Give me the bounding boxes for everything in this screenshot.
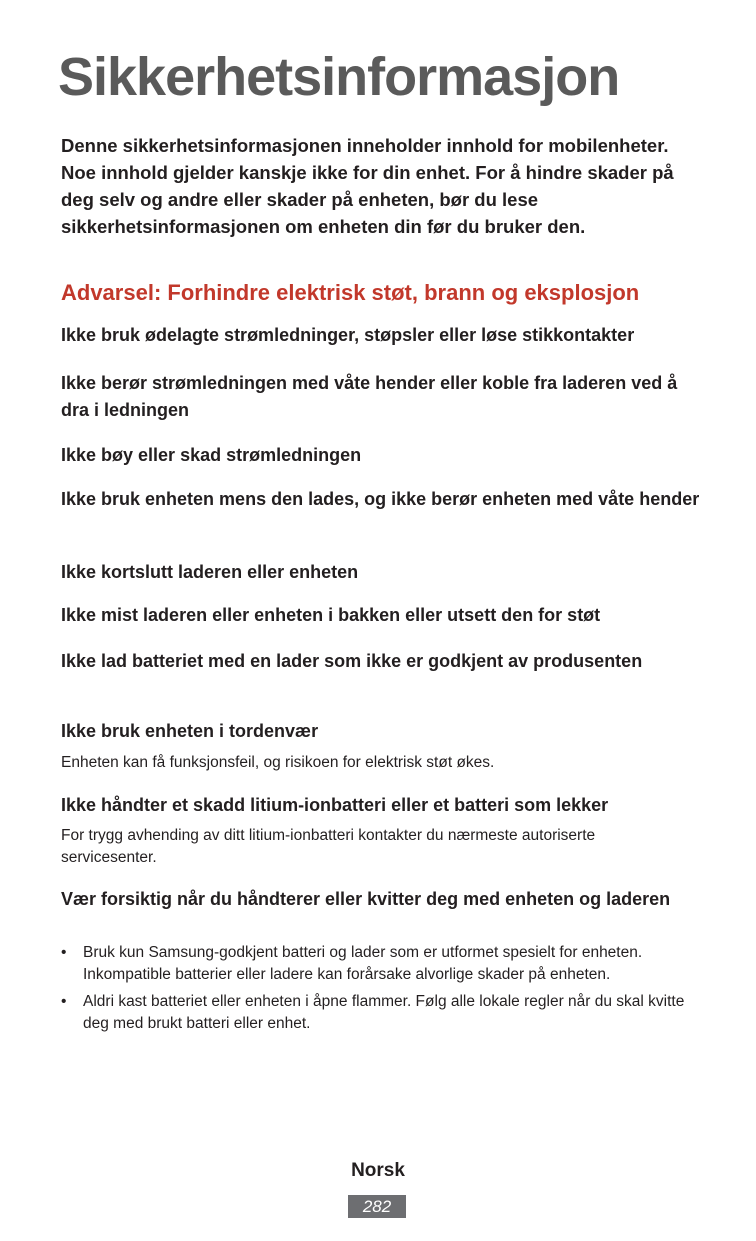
bullet-text: Aldri kast batteriet eller enheten i åpne flammer. Følg alle lokale regler når du skal kvitte deg med brukt batteri eller enhet. — [83, 993, 685, 1032]
item-heading: Vær forsiktig når du håndterer eller kvitter deg med enheten og laderen — [61, 889, 671, 909]
item-heading: Ikke bruk enheten mens den lades, og ikke berør enheten med våte hender — [61, 489, 700, 509]
intro-paragraph: Denne sikkerhetsinformasjonen inneholder innhold for mobilenheter. Noe innhold gjelder kanskje ikke for din enhet. For å hindre skader på deg selv og andre eller skader på enheten, bør du lese sikkerhetsinformasjonen om enheten din før du bruker den. — [61, 135, 674, 237]
bullet-icon: • — [61, 993, 67, 1010]
list-item — [61, 991, 701, 1035]
footer-language: Norsk — [351, 1160, 405, 1181]
item-heading: Ikke kortslutt laderen eller enheten — [61, 562, 359, 582]
list-item — [61, 942, 701, 986]
bullet-icon: • — [61, 944, 67, 961]
item-text: Enheten kan få funksjonsfeil, og risikoen for elektrisk støt økes. — [61, 754, 495, 771]
bullet-list — [61, 942, 701, 1040]
item-heading: Ikke bruk enheten i tordenvær — [61, 721, 319, 741]
section-heading: Advarsel: Forhindre elektrisk støt, brann og eksplosjon — [61, 280, 640, 305]
item-heading: Ikke mist laderen eller enheten i bakken eller utsett den for støt — [61, 605, 601, 625]
item-heading: Ikke lad batteriet med en lader som ikke er godkjent av produsenten — [61, 651, 643, 671]
page-number: 282 — [348, 1195, 406, 1218]
item-text: For trygg avhending av ditt litium-ionbatteri kontakter du nærmeste autoriserte servicesenter. — [61, 827, 596, 866]
page-title: Sikkerhetsinformasjon — [58, 47, 620, 107]
item-heading: Ikke bruk ødelagte strømledninger, støpsler eller løse stikkontakter — [61, 325, 635, 345]
item-heading: Ikke bøy eller skad strømledningen — [61, 445, 362, 465]
item-heading: Ikke berør strømledningen med våte hender eller koble fra laderen ved å dra i ledningen — [61, 373, 678, 420]
item-heading: Ikke håndter et skadd litium-ionbatteri eller et batteri som lekker — [61, 795, 609, 815]
bullet-text: Bruk kun Samsung-godkjent batteri og lader som er utformet spesielt for enheten. Inkompatible batterier eller ladere kan forårsake alvorlige skader på enheten. — [83, 944, 643, 983]
